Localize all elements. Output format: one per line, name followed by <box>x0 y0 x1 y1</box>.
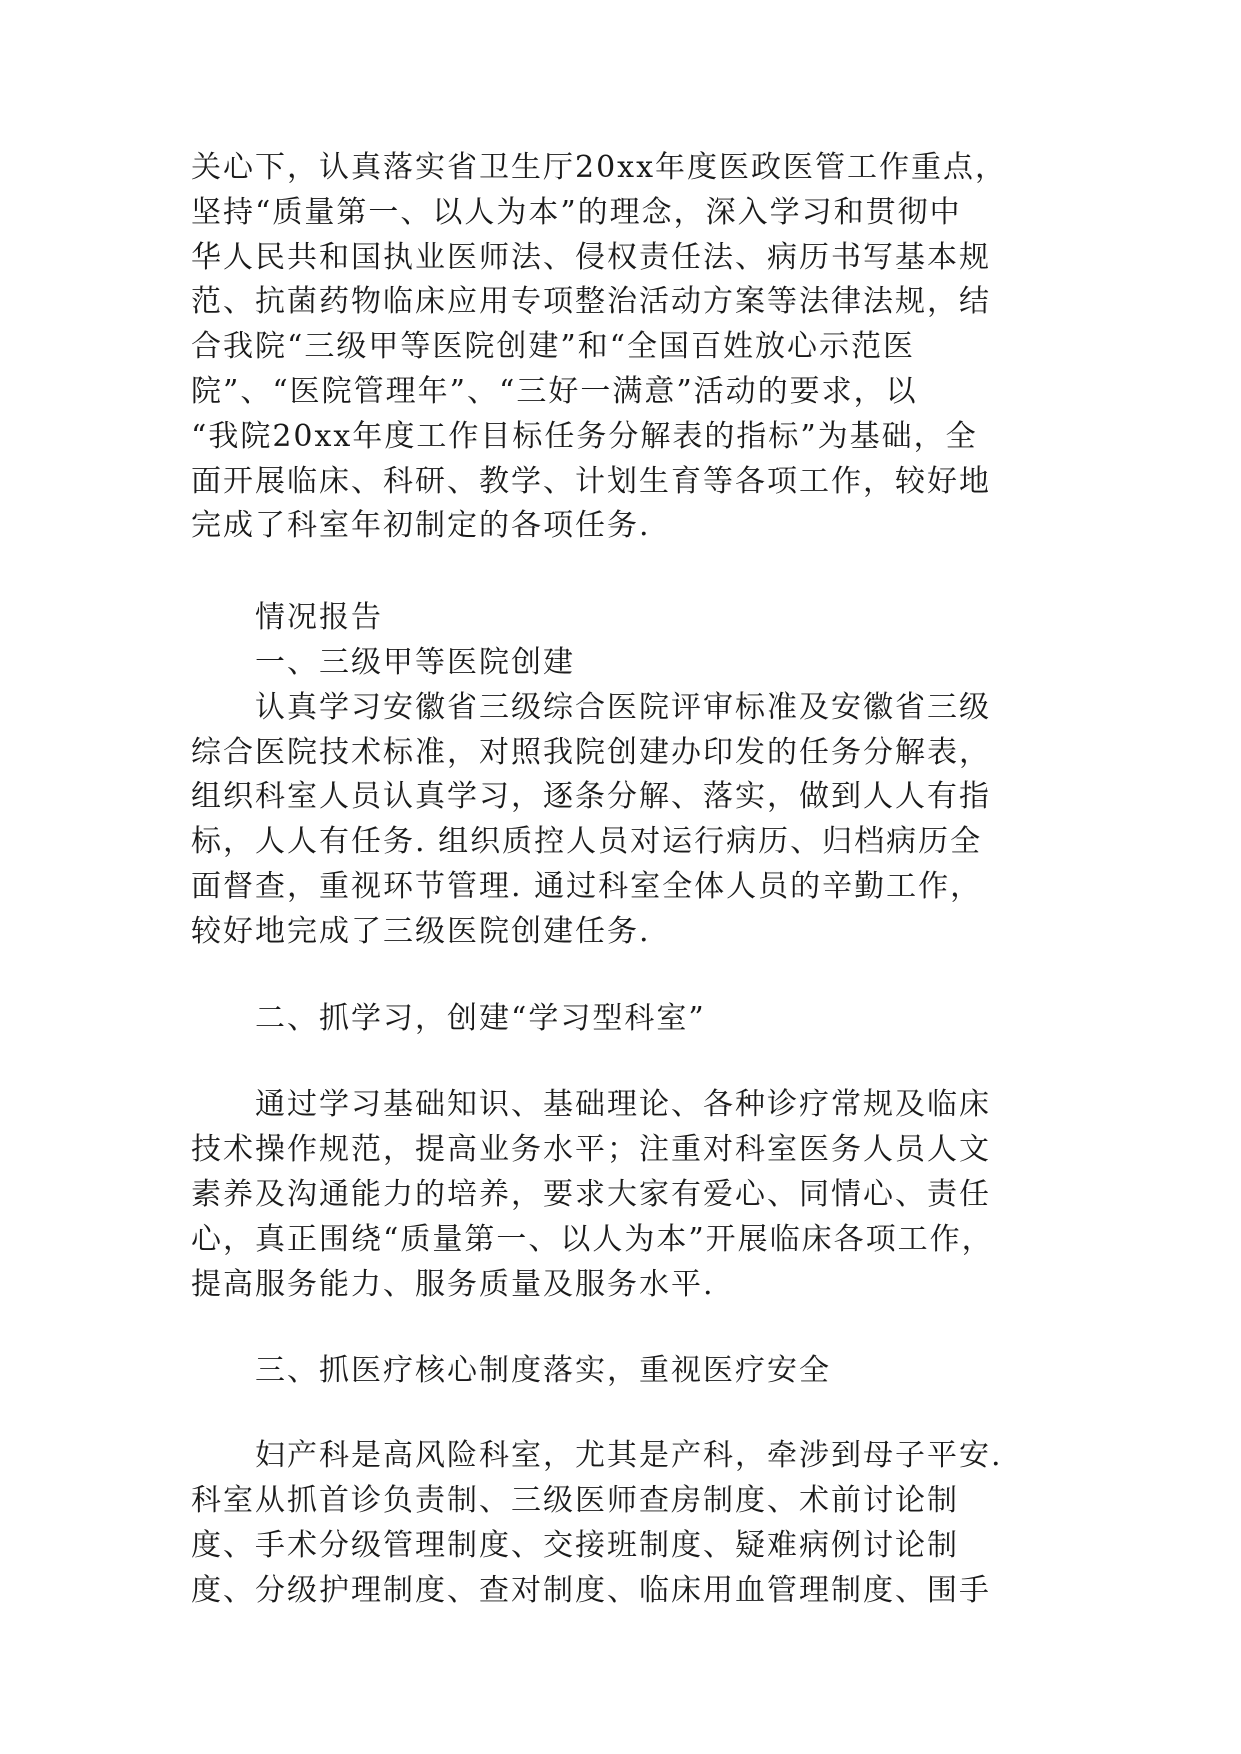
spacer <box>191 1041 1051 1083</box>
paragraph-line: 科室从抓首诊负责制、三级医师查房制度、术前讨论制 <box>191 1482 959 1518</box>
paragraph-line: 面督查，重视环节管理. 通过科室全体人员的辛勤工作， <box>191 868 983 904</box>
spacer <box>191 1307 1051 1349</box>
paragraph-line: 素养及沟通能力的培养，要求大家有爱心、同情心、责任 <box>191 1176 991 1212</box>
paragraph-line: 度、分级护理制度、查对制度、临床用血管理制度、围手 <box>191 1572 991 1608</box>
section-paragraph-3 <box>191 1434 1051 1613</box>
paragraph-line: 综合医院技术标准，对照我院创建办印发的任务分解表， <box>191 734 991 770</box>
intro-line: 面开展临床、科研、教学、计划生育等各项工作，较好地 <box>191 463 991 499</box>
paragraph-line: 心，真正围绕“质量第一、以人为本”开展临床各项工作， <box>191 1221 994 1257</box>
paragraph-line: 度、手术分级管理制度、交接班制度、疑难病例讨论制 <box>191 1527 959 1563</box>
section-heading-1: 一、三级甲等医院创建 <box>255 644 575 680</box>
paragraph-line: 较好地完成了三级医院创建任务. <box>191 913 651 949</box>
section-paragraph-2 <box>191 1083 1051 1307</box>
intro-line: “我院20xx年度工作目标任务分解表的指标”为基础，全 <box>191 418 978 454</box>
intro-paragraph <box>191 146 1051 549</box>
paragraph-line: 通过学习基础知识、基础理论、各种诊疗常规及临床 <box>255 1087 991 1123</box>
paragraph-line: 妇产科是高风险科室，尤其是产科，牵涉到母子平安. <box>255 1438 1003 1474</box>
intro-line: 关心下，认真落实省卫生厅20xx年度医政医管工作重点， <box>191 150 1008 185</box>
paragraph-line: 组织科室人员认真学习，逐条分解、落实，做到人人有指 <box>191 779 991 815</box>
intro-line: 坚持“质量第一、以人为本”的理念，深入学习和贯彻中 <box>191 194 962 230</box>
document-body <box>191 146 1051 1613</box>
intro-line: 范、抗菌药物临床应用专项整治活动方案等法律法规，结 <box>191 284 991 320</box>
paragraph-line: 认真学习安徽省三级综合医院评审标准及安徽省三级 <box>255 689 991 725</box>
report-title: 情况报告 <box>255 600 383 636</box>
intro-line: 完成了科室年初制定的各项任务. <box>191 508 651 544</box>
intro-line: 院”、“医院管理年”、“三好一满意”活动的要求，以 <box>191 373 918 409</box>
spacer <box>191 955 1051 997</box>
section-heading-2: 二、抓学习，创建“学习型科室” <box>255 1000 706 1036</box>
paragraph-line: 提高服务能力、服务质量及服务水平. <box>191 1266 715 1302</box>
intro-line: 合我院“三级甲等医院创建”和“全国百姓放心示范医 <box>191 329 916 365</box>
paragraph-line: 技术操作规范，提高业务水平；注重对科室医务人员人文 <box>191 1132 991 1168</box>
spacer <box>191 549 1051 596</box>
section-paragraph-1 <box>191 686 1051 955</box>
paragraph-line: 标，人人有任务. 组织质控人员对运行病历、归档病历全 <box>191 824 983 860</box>
section-heading-3: 三、抓医疗核心制度落实，重视医疗安全 <box>255 1353 831 1389</box>
intro-line: 华人民共和国执业医师法、侵权责任法、病历书写基本规 <box>191 239 991 275</box>
spacer <box>191 1394 1051 1434</box>
